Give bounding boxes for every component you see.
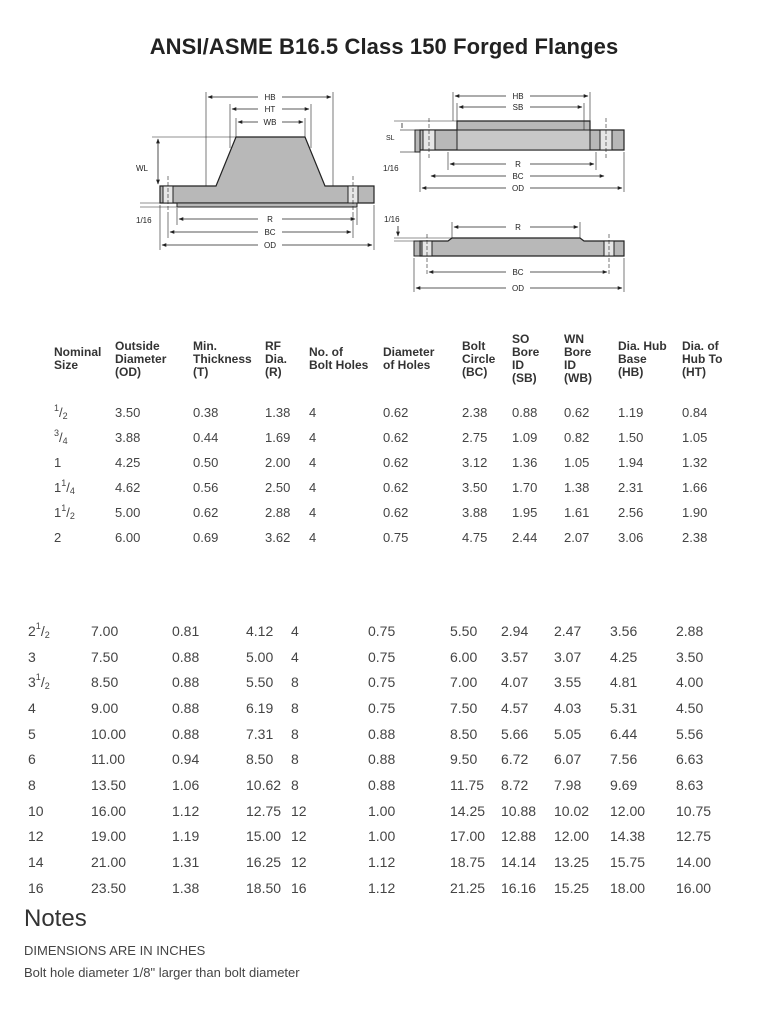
table-row: [28, 695, 728, 721]
cell-thickness: 1.38: [172, 879, 200, 896]
cell-nominal-size: [28, 644, 91, 670]
size-numerator: 3: [54, 428, 60, 438]
header-outside-diameter: Outside Diameter (OD): [115, 338, 167, 379]
cell-nominal-size: $^3/_4$: [54, 428, 68, 446]
cell-thickness: 1.19: [172, 828, 200, 845]
flange-table-top: [54, 328, 768, 558]
cell-so-bore: 5.66: [501, 725, 529, 742]
slip-on-flange-drawing: [380, 88, 630, 198]
cell-hub-top: 3.50: [676, 648, 704, 665]
cell-thickness: 1.31: [172, 854, 200, 871]
cell-hole-diameter: 0.75: [368, 648, 396, 665]
cell-od: 10.00: [91, 725, 127, 742]
cell-bolt-circle: 21.25: [450, 879, 486, 896]
table-row: [54, 500, 768, 525]
table-row: [54, 525, 768, 550]
raised-face-label: 1/16: [384, 215, 400, 224]
cell-wn-bore: 7.98: [554, 776, 582, 793]
raised-face-label: 1/16: [383, 164, 399, 173]
cell-hole-diameter: 1.12: [368, 879, 396, 896]
cell-hole-diameter: 0.62: [383, 505, 409, 520]
cell-od: 19.00: [91, 828, 127, 845]
table-row: [28, 772, 728, 798]
od-label: OD: [512, 284, 524, 293]
cell-so-bore: 1.70: [512, 480, 538, 495]
cell-so-bore: 16.16: [501, 879, 537, 896]
weld-neck-flange-drawing: [130, 88, 380, 258]
size-whole: 3: [28, 674, 36, 691]
table-row: [28, 798, 728, 824]
cell-hole-diameter: 0.88: [368, 725, 396, 742]
cell-od: 11.00: [91, 751, 125, 768]
cell-nominal-size: [28, 798, 91, 824]
bc-label: BC: [264, 228, 276, 237]
cell-rf-dia: 12.75: [246, 802, 282, 819]
size-whole: 2: [28, 622, 36, 639]
cell-bolt-circle: 3.50: [462, 480, 488, 495]
header-hole-diameter: Diameter of Holes: [383, 345, 435, 372]
cell-rf-dia: 1.38: [265, 405, 291, 420]
table-header-row: [54, 328, 768, 390]
cell-nominal-size: $1^1/_2$: [54, 503, 75, 521]
cell-bolt-holes: 12: [291, 854, 307, 871]
cell-so-bore: 1.09: [512, 430, 538, 445]
blind-body: [420, 238, 624, 256]
raised-face-label: 1/16: [136, 216, 152, 225]
cell-nominal-size: [54, 450, 115, 475]
cell-hub-top: 2.88: [676, 622, 704, 639]
size-numerator: 1: [61, 503, 67, 513]
cell-so-bore: 1.95: [512, 505, 538, 520]
hb-label: HB: [264, 93, 276, 102]
cell-so-bore: 14.14: [501, 854, 537, 871]
cell-thickness: 0.88: [172, 699, 200, 716]
r-label: R: [267, 215, 273, 224]
cell-hub-top: 16.00: [676, 879, 712, 896]
cell-hub-top: 1.32: [682, 455, 708, 470]
flange-table-bottom: [28, 618, 728, 901]
size-whole: 16: [28, 879, 44, 896]
cell-nominal-size: [54, 525, 115, 550]
cell-bolt-circle: 7.50: [450, 699, 478, 716]
cell-bolt-circle: 3.88: [462, 505, 488, 520]
cell-hub-base: 9.69: [610, 776, 638, 793]
note-line: DIMENSIONS ARE IN INCHES: [24, 943, 206, 958]
cell-hub-base: 12.00: [610, 802, 646, 819]
size-numerator: 1: [61, 478, 67, 488]
cell-hole-diameter: 1.00: [368, 802, 396, 819]
cell-hub-base: 6.44: [610, 725, 638, 742]
cell-hub-top: 4.50: [676, 699, 704, 716]
cell-rf-dia: 8.50: [246, 751, 274, 768]
cell-hub-base: 5.31: [610, 699, 638, 716]
cell-od: 13.50: [91, 776, 127, 793]
table-row: [28, 875, 728, 901]
cell-thickness: 0.88: [172, 725, 200, 742]
cell-wn-bore: 13.25: [554, 854, 590, 871]
size-denominator: 2: [69, 511, 75, 521]
cell-thickness: 0.50: [193, 455, 219, 470]
cell-so-bore: 4.57: [501, 699, 529, 716]
cell-hub-base: 4.81: [610, 674, 638, 691]
cell-bolt-circle: 4.75: [462, 530, 488, 545]
cell-bolt-holes: 4: [309, 480, 317, 495]
cell-od: 4.25: [115, 455, 141, 470]
cell-hole-diameter: 0.88: [368, 776, 396, 793]
cell-hub-base: 18.00: [610, 879, 646, 896]
cell-nominal-size: [28, 849, 91, 875]
cell-bolt-holes: 12: [291, 828, 307, 845]
cell-rf-dia: 6.19: [246, 699, 274, 716]
cell-wn-bore: 2.07: [564, 530, 590, 545]
cell-wn-bore: 15.25: [554, 879, 590, 896]
header-bolt-circle: Bolt Circle (BC): [462, 338, 496, 379]
cell-rf-dia: 5.50: [246, 674, 274, 691]
table-row: [28, 721, 728, 747]
cell-hole-diameter: 0.62: [383, 430, 409, 445]
table-row: [28, 746, 728, 772]
cell-so-bore: 1.36: [512, 455, 538, 470]
cell-bolt-holes: 4: [309, 430, 317, 445]
cell-bolt-circle: 3.12: [462, 455, 488, 470]
cell-bolt-holes: 8: [291, 751, 299, 768]
cell-hub-base: 14.38: [610, 828, 646, 845]
bc-label: BC: [512, 268, 524, 277]
cell-hub-top: 8.63: [676, 776, 704, 793]
cell-hub-top: 6.63: [676, 751, 704, 768]
cell-hole-diameter: 0.75: [383, 530, 409, 545]
cell-bolt-holes: 8: [291, 674, 299, 691]
cell-bolt-circle: 6.00: [450, 648, 478, 665]
cell-thickness: 0.88: [172, 648, 200, 665]
cell-hub-base: 1.94: [618, 455, 644, 470]
cell-bolt-circle: 8.50: [450, 725, 478, 742]
od-label: OD: [512, 184, 524, 193]
cell-hole-diameter: 0.88: [368, 751, 396, 768]
cell-od: 21.00: [91, 854, 127, 871]
cell-od: 16.00: [91, 802, 127, 819]
slip-on-bore: [457, 130, 590, 150]
cell-bolt-circle: 7.00: [450, 674, 478, 691]
cell-bolt-holes: 4: [309, 505, 317, 520]
cell-so-bore: 8.72: [501, 776, 529, 793]
cell-od: 7.50: [91, 648, 119, 665]
cell-hub-top: 1.05: [682, 430, 708, 445]
cell-bolt-circle: 2.75: [462, 430, 488, 445]
cell-bolt-holes: 4: [309, 405, 317, 420]
cell-hub-top: 12.75: [676, 828, 712, 845]
cell-hole-diameter: 1.12: [368, 854, 396, 871]
cell-od: 4.62: [115, 480, 141, 495]
sb-label: SB: [512, 103, 524, 112]
cell-hub-top: 14.00: [676, 854, 712, 871]
cell-hub-base: 3.06: [618, 530, 644, 545]
table-row: [28, 849, 728, 875]
cell-bolt-holes: 4: [291, 648, 299, 665]
header-so-bore: SO Bore ID (SB): [512, 332, 540, 385]
cell-wn-bore: 0.82: [564, 430, 590, 445]
cell-od: 7.00: [91, 622, 119, 639]
size-numerator: 1: [35, 672, 41, 683]
size-denominator: 2: [44, 629, 50, 640]
cell-rf-dia: 16.25: [246, 854, 282, 871]
cell-hole-diameter: 0.62: [383, 455, 409, 470]
size-denominator: 2: [44, 681, 50, 692]
cell-hub-base: 1.50: [618, 430, 644, 445]
cell-so-bore: 3.57: [501, 648, 529, 665]
cell-thickness: 1.12: [172, 802, 200, 819]
hb-label: HB: [512, 92, 524, 101]
cell-nominal-size: $3^1/_2$: [28, 672, 50, 692]
cell-od: 5.00: [115, 505, 141, 520]
cell-wn-bore: 10.02: [554, 802, 590, 819]
table-row: [54, 400, 768, 425]
cell-wn-bore: 4.03: [554, 699, 582, 716]
cell-hole-diameter: 0.75: [368, 699, 396, 716]
cell-od: 8.50: [91, 674, 119, 691]
cell-rf-dia: 5.00: [246, 648, 274, 665]
cell-so-bore: 10.88: [501, 802, 537, 819]
cell-hole-diameter: 0.62: [383, 405, 409, 420]
cell-hub-base: 2.31: [618, 480, 644, 495]
cell-rf-dia: 2.50: [265, 480, 291, 495]
slip-on-raised-face: [415, 130, 420, 152]
weld-neck-body: [160, 137, 374, 203]
cell-hole-diameter: 0.62: [383, 480, 409, 495]
cell-hub-base: 1.19: [618, 405, 644, 420]
cell-wn-bore: 0.62: [564, 405, 590, 420]
size-denominator: 4: [62, 436, 68, 446]
cell-nominal-size: [28, 875, 91, 901]
cell-bolt-holes: 12: [291, 802, 307, 819]
cell-bolt-circle: 18.75: [450, 854, 486, 871]
header-hub-base: Dia. Hub Base (HB): [618, 338, 667, 379]
header-nominal-size: Nominal Size: [54, 345, 102, 372]
size-whole: 8: [28, 776, 36, 793]
cell-hole-diameter: 0.75: [368, 622, 396, 639]
cell-bolt-holes: 8: [291, 776, 299, 793]
cell-hub-base: 15.75: [610, 854, 646, 871]
cell-hub-top: 10.75: [676, 802, 712, 819]
wb-label: WB: [263, 118, 277, 127]
cell-hub-base: 3.56: [610, 622, 638, 639]
cell-nominal-size: [28, 772, 91, 798]
table-row: [28, 669, 728, 695]
table-row: [28, 824, 728, 850]
cell-bolt-circle: 2.38: [462, 405, 488, 420]
cell-nominal-size: [28, 695, 91, 721]
cell-bolt-holes: 4: [309, 530, 317, 545]
cell-thickness: 0.56: [193, 480, 219, 495]
page-title: ANSI/ASME B16.5 Class 150 Forged Flanges: [149, 34, 619, 59]
cell-od: 9.00: [91, 699, 119, 716]
cell-rf-dia: 3.62: [265, 530, 291, 545]
cell-od: 3.88: [115, 430, 141, 445]
cell-hub-top: 4.00: [676, 674, 704, 691]
cell-hub-top: 1.66: [682, 480, 708, 495]
cell-wn-bore: 3.55: [554, 674, 582, 691]
cell-so-bore: 0.88: [512, 405, 538, 420]
cell-od: 23.50: [91, 879, 127, 896]
cell-thickness: 0.44: [193, 430, 219, 445]
cell-hub-top: 1.90: [682, 505, 708, 520]
cell-nominal-size: [28, 824, 91, 850]
cell-wn-bore: 6.07: [554, 751, 582, 768]
cell-bolt-circle: 17.00: [450, 828, 486, 845]
cell-thickness: 0.94: [172, 751, 200, 768]
cell-wn-bore: 2.47: [554, 622, 582, 639]
cell-bolt-circle: 5.50: [450, 622, 478, 639]
cell-hub-top: 5.56: [676, 725, 704, 742]
sl-label: SL: [386, 135, 395, 142]
table-row: [28, 618, 728, 644]
table-row: [28, 644, 728, 670]
size-whole: 4: [28, 699, 36, 716]
cell-so-bore: 2.44: [512, 530, 538, 545]
note-line: Bolt hole diameter 1/8" larger than bolt diameter: [24, 965, 300, 980]
r-label: R: [515, 160, 521, 169]
cell-wn-bore: 1.61: [564, 505, 590, 520]
cell-thickness: 1.06: [172, 776, 200, 793]
cell-wn-bore: 3.07: [554, 648, 582, 665]
cell-nominal-size: $1^1/_4$: [54, 478, 75, 496]
blind-raised-face: [414, 241, 420, 256]
cell-hole-diameter: 0.75: [368, 674, 396, 691]
cell-hole-diameter: 1.00: [368, 828, 396, 845]
header-min-thickness: Min. Thickness (T): [193, 338, 252, 379]
cell-rf-dia: 10.62: [246, 776, 282, 793]
cell-rf-dia: 2.00: [265, 455, 291, 470]
cell-nominal-size: [28, 746, 91, 772]
cell-thickness: 0.88: [172, 674, 200, 691]
size-numerator: 1: [35, 620, 41, 631]
header-wn-bore: WN Bore ID (WB): [564, 332, 592, 385]
table-row: [54, 425, 768, 450]
cell-bolt-holes: 8: [291, 725, 299, 742]
size-whole: 2: [54, 530, 62, 545]
header-rf-dia: RF Dia. (R): [265, 338, 288, 379]
cell-od: 6.00: [115, 530, 141, 545]
cell-bolt-holes: 16: [291, 879, 307, 896]
size-denominator: 2: [62, 411, 68, 421]
cell-od: 3.50: [115, 405, 141, 420]
cell-hub-base: 7.56: [610, 751, 638, 768]
cell-bolt-circle: 11.75: [450, 776, 484, 793]
cell-hub-top: 0.84: [682, 405, 708, 420]
cell-bolt-circle: 9.50: [450, 751, 478, 768]
cell-so-bore: 4.07: [501, 674, 529, 691]
wl-label: WL: [136, 164, 148, 173]
cell-rf-dia: 15.00: [246, 828, 282, 845]
size-denominator: 4: [69, 486, 75, 496]
header-bolt-holes: No. of Bolt Holes: [309, 345, 369, 372]
cell-so-bore: 2.94: [501, 622, 529, 639]
cell-bolt-holes: 8: [291, 699, 299, 716]
cell-hub-top: 2.38: [682, 530, 708, 545]
cell-rf-dia: 2.88: [265, 505, 291, 520]
blind-flange-drawing: [380, 210, 630, 296]
size-numerator: 1: [54, 403, 60, 413]
cell-wn-bore: 5.05: [554, 725, 582, 742]
r-label: R: [515, 223, 521, 232]
ht-label: HT: [264, 105, 276, 114]
cell-bolt-holes: 4: [291, 622, 299, 639]
cell-wn-bore: 1.05: [564, 455, 590, 470]
cell-rf-dia: 18.50: [246, 879, 282, 896]
size-whole: 1: [54, 480, 62, 495]
cell-rf-dia: 7.31: [246, 725, 274, 742]
od-label: OD: [264, 241, 276, 250]
cell-thickness: 0.81: [172, 622, 200, 639]
cell-thickness: 0.38: [193, 405, 219, 420]
size-whole: 1: [54, 505, 62, 520]
cell-thickness: 0.69: [193, 530, 219, 545]
table-row: [54, 450, 768, 475]
bc-label: BC: [512, 172, 524, 181]
cell-bolt-circle: 14.25: [450, 802, 486, 819]
size-whole: 1: [54, 455, 62, 470]
header-hub-top: Dia. of Hub To (HT): [682, 338, 723, 379]
cell-rf-dia: 1.69: [265, 430, 291, 445]
cell-so-bore: 12.88: [501, 828, 537, 845]
cell-nominal-size: $^1/_2$: [54, 403, 68, 421]
raised-face: [177, 203, 357, 207]
cell-bolt-holes: 4: [309, 455, 317, 470]
size-whole: 12: [28, 828, 44, 845]
cell-wn-bore: 12.00: [554, 828, 590, 845]
cell-nominal-size: [28, 721, 91, 747]
cell-so-bore: 6.72: [501, 751, 529, 768]
notes-heading: Notes: [24, 905, 87, 932]
size-whole: 5: [28, 725, 36, 742]
cell-rf-dia: 4.12: [246, 622, 274, 639]
size-whole: 6: [28, 751, 36, 768]
cell-nominal-size: $2^1/_2$: [28, 620, 50, 640]
cell-hub-base: 2.56: [618, 505, 644, 520]
cell-wn-bore: 1.38: [564, 480, 590, 495]
size-whole: 3: [28, 648, 36, 665]
cell-thickness: 0.62: [193, 505, 219, 520]
cell-hub-base: 4.25: [610, 648, 638, 665]
table-row: [54, 475, 768, 500]
size-whole: 14: [28, 854, 44, 871]
size-whole: 10: [28, 802, 44, 819]
